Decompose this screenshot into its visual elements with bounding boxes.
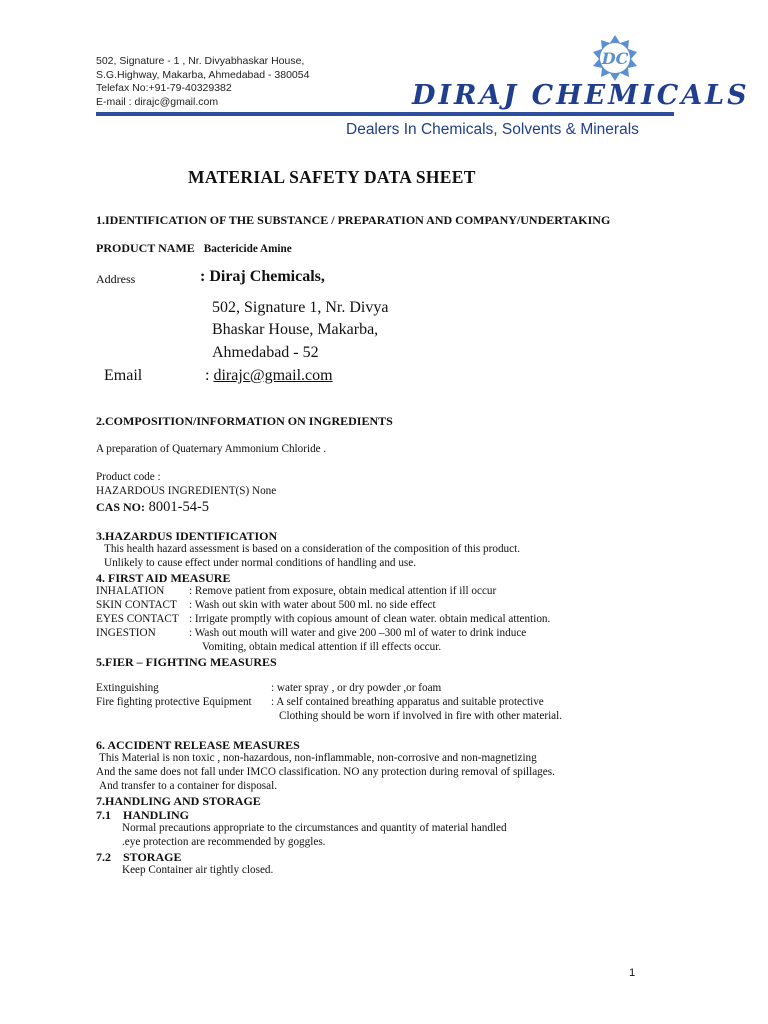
first-aid-label: EYES CONTACT: [96, 613, 179, 625]
product-code: Product code :: [96, 471, 161, 483]
accident-text-line: This Material is non toxic , non-hazardous, non-inflammable, non-corrosive and non-magnetizing: [99, 752, 537, 764]
section-5-heading: 5.FIER – FIGHTING MEASURES: [96, 655, 277, 669]
first-aid-label: INHALATION: [96, 585, 165, 597]
fire-fighting-label: Fire fighting protective Equipment: [96, 696, 252, 708]
fire-fighting-label: Extinguishing: [96, 682, 159, 694]
email-row: [205, 367, 333, 385]
section-2-heading: 2.COMPOSITION/INFORMATION ON INGREDIENTS: [96, 414, 393, 428]
logo-emblem-icon: [590, 33, 640, 83]
product-name-label: PRODUCT NAME: [96, 241, 195, 255]
hazard-text-line: This health hazard assessment is based on a consideration of the composition of this product.: [104, 543, 521, 555]
letterhead-phone: Telefax No:+91-79-40329382: [96, 82, 232, 94]
section-3-heading: 3.HAZARDUS IDENTIFICATION: [96, 529, 278, 543]
section-7-heading: 7.HANDLING AND STORAGE: [96, 794, 261, 808]
company-tagline: Dealers In Chemicals, Solvents & Minerals: [346, 121, 639, 138]
cas-label: CAS NO:: [96, 500, 146, 514]
accident-text-line: And the same does not fall under IMCO classification. NO any protection during removal of spillages.: [96, 766, 555, 778]
company-logo: [590, 33, 640, 83]
page-number: 1: [629, 967, 636, 979]
company-name: DIRAJ CHEMICALS: [412, 80, 750, 111]
cas-row: [96, 499, 209, 516]
storage-text: Keep Container air tightly closed.: [122, 864, 274, 876]
hazardous-ingredients: HAZARDOUS INGREDIENT(S) None: [96, 485, 277, 497]
email-label: Email: [104, 367, 143, 384]
product-name-value: Bactericide Amine: [203, 243, 292, 255]
first-aid-value-continued: Vomiting, obtain medical attention if ill effects occur.: [202, 641, 442, 653]
letterhead-address: [96, 55, 356, 109]
first-aid-label: INGESTION: [96, 627, 156, 639]
first-aid-value: : Irrigate promptly with copious amount of clean water. obtain medical attention.: [189, 613, 551, 625]
document-title: MATERIAL SAFETY DATA SHEET: [188, 167, 476, 187]
handling-text-line: .eye protection are recommended by goggles.: [122, 836, 326, 848]
product-name-row: [96, 241, 292, 256]
letterhead-address-line: S.G.Highway, Makarba, Ahmedabad - 380054: [96, 68, 310, 81]
first-aid-value: : Remove patient from exposure, obtain medical attention if ill occur: [189, 585, 497, 597]
email-link[interactable]: dirajc@gmail.com: [213, 367, 333, 384]
handling-text-line: Normal precautions appropriate to the circumstances and quantity of material handled: [122, 822, 507, 834]
address-line: Ahmedabad - 52: [212, 344, 319, 361]
section-1-heading: 1.IDENTIFICATION OF THE SUBSTANCE / PREPARATION AND COMPANY/UNDERTAKING: [96, 213, 611, 227]
fire-fighting-value-continued: Clothing should be worn if involved in fire with other material.: [279, 710, 563, 722]
hazard-text-line: Unlikely to cause effect under normal conditions of handling and use.: [104, 557, 417, 569]
accident-text-line: And transfer to a container for disposal.: [99, 780, 278, 792]
address-company: : Diraj Chemicals,: [200, 268, 325, 285]
first-aid-label: SKIN CONTACT: [96, 599, 177, 611]
fire-fighting-value: : A self contained breathing apparatus and suitable protective: [271, 696, 544, 708]
letterhead-email: E-mail : dirajc@gmail.com: [96, 95, 219, 108]
composition-text: A preparation of Quaternary Ammonium Chloride .: [96, 443, 327, 455]
section-7-1-heading: 7.1 HANDLING: [96, 808, 190, 822]
section-7-2-heading: 7.2 STORAGE: [96, 850, 182, 864]
section-4-heading: 4. FIRST AID MEASURE: [96, 571, 231, 585]
address-line: 502, Signature 1, Nr. Divya: [212, 299, 389, 316]
logo-text: DC: [601, 49, 629, 68]
section-6-heading: 6. ACCIDENT RELEASE MEASURES: [96, 738, 300, 752]
address-label: Address: [96, 272, 136, 286]
letterhead-address-line: 502, Signature - 1 , Nr. Divyabhaskar House,: [96, 55, 305, 67]
letterhead-divider: [96, 112, 674, 116]
address-line: Bhaskar House, Makarba,: [212, 321, 379, 338]
first-aid-value: : Wash out mouth will water and give 200 –300 ml of water to drink induce: [189, 627, 527, 639]
first-aid-value: : Wash out skin with water about 500 ml. no side effect: [189, 599, 436, 611]
email-separator: :: [205, 367, 214, 384]
fire-fighting-value: : water spray , or dry powder ,or foam: [271, 682, 442, 694]
cas-value: 8001-54-5: [145, 499, 210, 515]
